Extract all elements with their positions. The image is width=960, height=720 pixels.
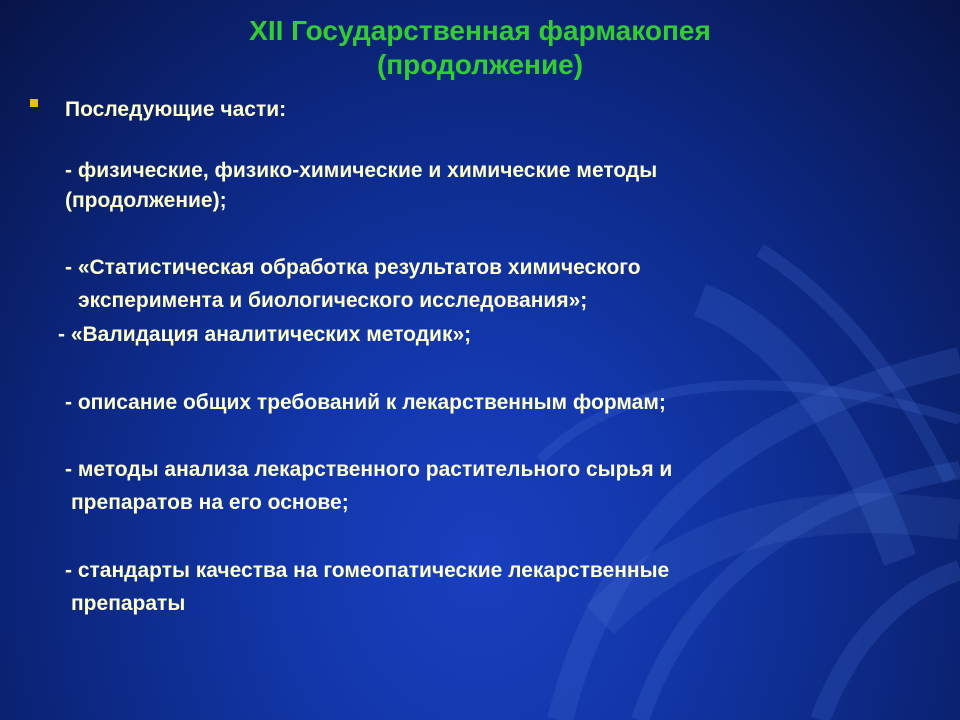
title-line-1: XII Государственная фармакопея — [249, 15, 711, 46]
list-item: - «Статистическая обработка результатов химического — [65, 256, 641, 279]
list-item: препаратов на его основе; — [71, 491, 349, 514]
slide-title — [0, 14, 960, 82]
list-item: - «Валидация аналитических методик»; — [58, 323, 472, 346]
list-item: эксперимента и биологического исследования»; — [78, 289, 588, 312]
list-item: - стандарты качества на гомеопатические лекарственные — [65, 559, 670, 582]
list-item: - методы анализа лекарственного растительного сырья и — [65, 458, 673, 481]
square-bullet-icon — [30, 99, 38, 107]
section-heading: Последующие части: — [65, 98, 287, 121]
list-item: - физические, физико-химические и химические методы — [65, 159, 658, 182]
list-item: - описание общих требований к лекарственным формам; — [65, 391, 666, 414]
list-item: (продолжение); — [65, 189, 227, 212]
title-line-2: (продолжение) — [376, 49, 584, 80]
list-item: препараты — [71, 592, 186, 615]
